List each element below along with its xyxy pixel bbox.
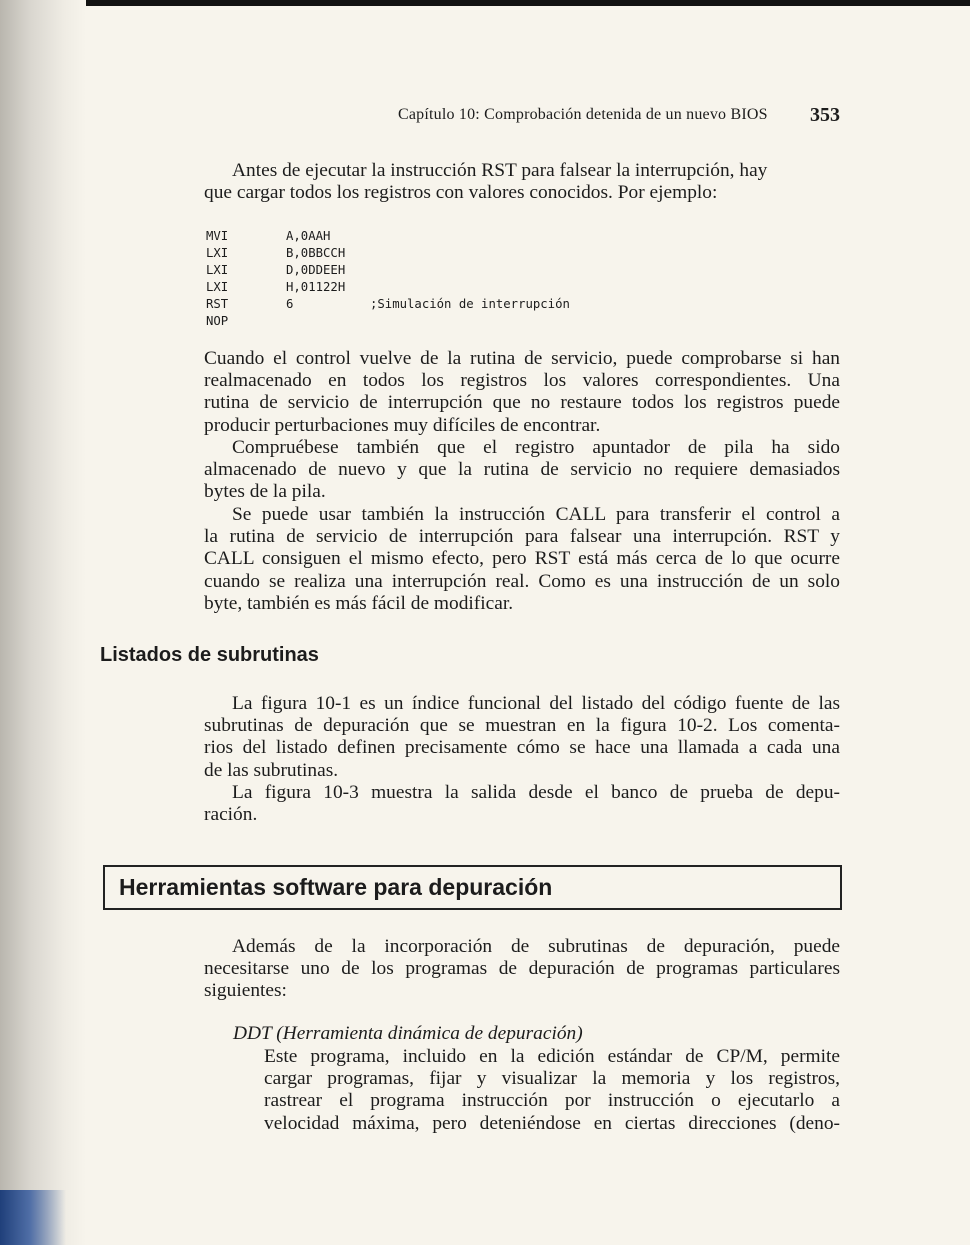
page-number: 353 bbox=[810, 104, 840, 126]
section-paragraph-2 bbox=[204, 782, 840, 826]
text-line: que cargar todos los registros con valores conocidos. Por ejemplo: bbox=[204, 182, 718, 204]
chapter-paragraph bbox=[204, 936, 840, 1003]
text-line: Se puede usar también la instrucción CALL para transferir el control a bbox=[232, 504, 840, 525]
text-line: rios del listado definen precisamente cómo se hace una llamada a cada una bbox=[204, 737, 840, 759]
text-line: velocidad máxima, pero deteniéndose en ciertas direcciones (deno- bbox=[264, 1112, 840, 1134]
text-line: CALL consiguen el mismo efecto, pero RST está más cerca de lo que ocurre bbox=[204, 548, 840, 570]
text-line: cuando se realiza una interrupción real. Como es una instrucción de un solo bbox=[204, 570, 840, 592]
code-opcode: LXI bbox=[206, 263, 229, 277]
section-heading: Listados de subrutinas bbox=[100, 644, 319, 666]
text-line: producir perturbaciones muy difíciles de encontrar. bbox=[204, 414, 601, 436]
section-paragraph-1 bbox=[204, 693, 840, 782]
text-line: Compruébese también que el registro apuntador de pila ha sido bbox=[232, 437, 840, 458]
code-opcode: LXI bbox=[206, 246, 229, 260]
text-line: La figura 10-3 muestra la salida desde el banco de prueba de depu- bbox=[232, 782, 840, 803]
gutter-color-mark bbox=[0, 1190, 66, 1245]
chapter-heading-box bbox=[103, 865, 842, 910]
code-operand: D,0DDEEH bbox=[286, 263, 346, 277]
code-operand: H,01122H bbox=[286, 280, 346, 294]
code-operand: 6 bbox=[286, 297, 294, 311]
code-opcode: LXI bbox=[206, 280, 229, 294]
ddt-term: DDT (Herramienta dinámica de depuración) bbox=[233, 1023, 583, 1044]
text-line: realmacenado en todos los registros los valores correspondientes. Una bbox=[204, 370, 840, 392]
text-line: siguientes: bbox=[204, 980, 287, 1002]
running-head: Capítulo 10: Comprobación detenida de un nuevo BIOS bbox=[398, 106, 768, 123]
text-line: de las subrutinas. bbox=[204, 759, 339, 781]
text-line: rutina de servicio de interrupción que no restaure todos los registros puede bbox=[204, 392, 840, 414]
code-opcode: MVI bbox=[206, 229, 229, 243]
code-operand: A,0AAH bbox=[286, 229, 331, 243]
ddt-description bbox=[264, 1046, 840, 1135]
intro-paragraph bbox=[204, 160, 840, 204]
text-line: ración. bbox=[204, 804, 258, 826]
text-line: Antes de ejecutar la instrucción RST para falsear la interrupción, hay bbox=[232, 160, 768, 181]
code-opcode: NOP bbox=[206, 314, 229, 328]
text-line: almacenado de nuevo y que la rutina de servicio no requiere demasiados bbox=[204, 459, 840, 481]
text-line: Este programa, incluido en la edición estándar de CP/M, permite bbox=[264, 1046, 840, 1067]
body-paragraph-3 bbox=[204, 504, 840, 615]
text-line: subrutinas de depuración que se muestran en la figura 10-2. Los comenta- bbox=[204, 715, 840, 737]
body-paragraph-2 bbox=[204, 437, 840, 504]
text-line: rastrear el programa instrucción por instrucción o ejecutarlo a bbox=[264, 1090, 840, 1112]
chapter-heading: Herramientas software para depuración bbox=[119, 874, 553, 900]
body-paragraph-1 bbox=[204, 348, 840, 437]
text-line: Cuando el control vuelve de la rutina de servicio, puede comprobarse si han bbox=[204, 348, 840, 369]
text-line: la rutina de servicio de interrupción para falsear una interrupción. RST y bbox=[204, 526, 840, 548]
code-operand: B,0BBCCH bbox=[286, 246, 346, 260]
scan-top-edge bbox=[0, 0, 970, 6]
text-line: necesitarse uno de los programas de depuración de programas particulares bbox=[204, 958, 840, 980]
text-line: Además de la incorporación de subrutinas de depuración, puede bbox=[232, 936, 840, 957]
book-gutter-shadow bbox=[0, 0, 86, 1245]
code-opcode: RST bbox=[206, 297, 229, 311]
text-line: byte, también es más fácil de modificar. bbox=[204, 592, 514, 614]
text-line: bytes de la pila. bbox=[204, 481, 326, 503]
text-line: La figura 10-1 es un índice funcional del listado del código fuente de las bbox=[232, 693, 840, 714]
code-comment: ;Simulación de interrupción bbox=[370, 297, 570, 311]
text-line: cargar programas, fijar y visualizar la memoria y los registros, bbox=[264, 1068, 840, 1090]
